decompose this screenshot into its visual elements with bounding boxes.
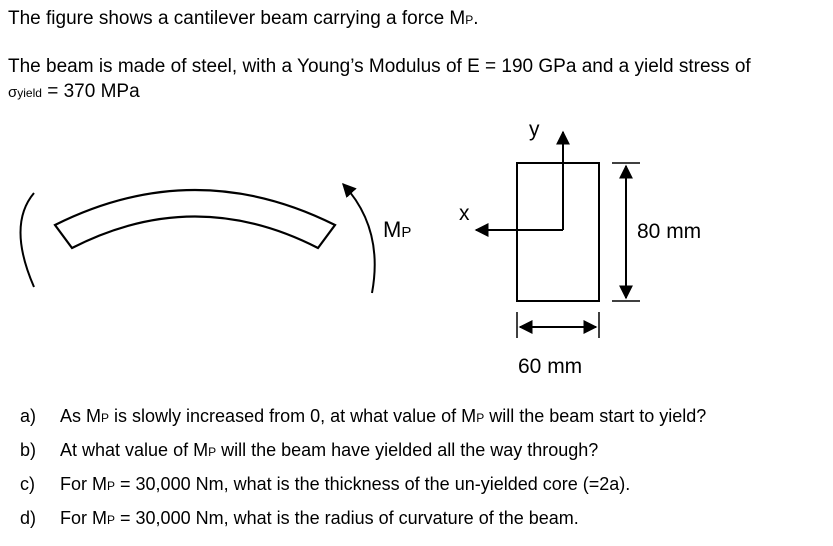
question-text: = 30,000 Nm, what is the radius of curvature of the beam.: [115, 508, 579, 528]
question-text: = 30,000 Nm, what is the thickness of the un-yielded core (=2a).: [115, 474, 631, 494]
subscript-p: P: [476, 411, 485, 425]
cross-section-rect: [517, 163, 599, 301]
question-text: will the beam start to yield?: [484, 406, 707, 426]
subscript-p: P: [101, 411, 110, 425]
question-text: At what value of M: [60, 440, 209, 460]
question-a: [20, 406, 706, 427]
x-axis-label: x: [459, 202, 470, 225]
subscript-yield: yield: [17, 86, 42, 100]
question-text: For M: [60, 508, 107, 528]
height-dimension-label: 80 mm: [637, 220, 702, 243]
period: .: [473, 8, 479, 29]
subscript-p: P: [208, 445, 217, 459]
question-label: d): [20, 508, 37, 528]
question-text: As M: [60, 406, 102, 426]
intro-line-3: [8, 81, 140, 103]
intro-text: The figure shows a cantilever beam carrying a force M: [8, 8, 466, 29]
question-label: a): [20, 406, 37, 426]
curved-beam-shape: [55, 190, 335, 248]
question-text: is slowly increased from 0, at what value of M: [109, 406, 477, 426]
yield-stress-value: = 370 MPa: [41, 81, 140, 102]
question-d: [20, 508, 579, 529]
subscript-p: P: [107, 513, 116, 527]
subscript-p: P: [465, 13, 474, 27]
width-dimension-label: 60 mm: [518, 355, 583, 378]
subscript-p: P: [107, 479, 116, 493]
right-moment-arrow-icon: [343, 184, 375, 293]
question-text: will the beam have yielded all the way through?: [216, 440, 599, 460]
y-axis-label: y: [529, 118, 540, 141]
left-moment-arc-icon: [21, 193, 35, 287]
moment-label: MP: [383, 217, 412, 242]
question-b: [20, 440, 598, 461]
intro-line-1: [8, 8, 479, 30]
beam-figure: [0, 110, 833, 390]
question-c: [20, 474, 630, 495]
sigma-symbol: σ: [8, 84, 18, 101]
question-label: c): [20, 474, 35, 494]
question-text: For M: [60, 474, 107, 494]
question-label: b): [20, 440, 37, 460]
intro-line-2: The beam is made of steel, with a Young’s Modulus of E = 190 GPa and a yield stress of: [8, 56, 751, 77]
